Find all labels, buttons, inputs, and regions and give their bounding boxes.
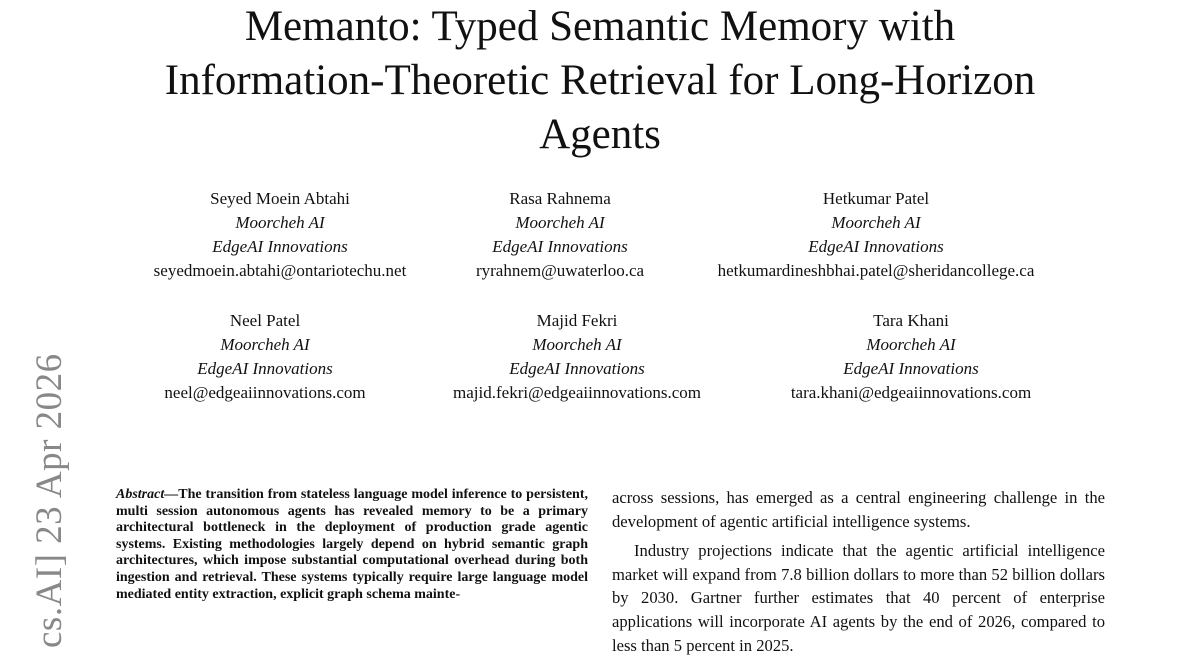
author-email: hetkumardineshbhai.patel@sheridancollege.ca [717,261,1035,280]
arxiv-stamp: cs.AI] 23 Apr 2026 [29,353,70,648]
author-affiliation: EdgeAI Innovations [212,237,348,256]
author-email: tara.khani@edgeaiinnovations.com [790,383,1032,402]
author-affiliation: Moorcheh AI [831,213,921,232]
abstract [116,487,588,603]
author-block-neel-patel [164,309,365,405]
author-affiliation: Moorcheh AI [235,213,325,232]
author-affiliation: EdgeAI Innovations [843,359,979,378]
author-affiliation: Moorcheh AI [866,335,956,354]
author-block-khani [791,309,1031,405]
author-block-abtahi [154,187,407,283]
body-column-right [612,486,1105,657]
author-affiliation: EdgeAI Innovations [509,359,645,378]
abstract-label: Abstract— [116,487,179,502]
author-email: seyedmoein.abtahi@ontariotechu.net [153,261,407,280]
author-affiliation: EdgeAI Innovations [808,237,944,256]
author-block-fekri [453,309,701,405]
author-name: Rasa Rahnema [509,189,611,208]
body-paragraph: Industry projections indicate that the agentic artificial intelligence market will expand from 7.8 billion dollars to more than 52 billion dollars by 2030. Gartner further estimates that 40 percent of enterprise applications will incorporate AI agents by the end of 2026, compared to less than 5 percent in 2025. [612,541,1105,655]
author-block-rahnema [476,187,644,283]
author-affiliation: Moorcheh AI [220,335,310,354]
author-email: neel@edgeaiinnovations.com [164,383,366,402]
author-affiliation: Moorcheh AI [515,213,605,232]
paper-title [0,0,1200,162]
body-paragraph: across sessions, has emerged as a central engineering challenge in the development of agentic artificial intelligence systems. [612,488,1105,531]
author-affiliation: EdgeAI Innovations [197,359,333,378]
author-name: Seyed Moein Abtahi [210,189,350,208]
author-affiliation: EdgeAI Innovations [492,237,628,256]
author-email: ryrahnem@uwaterloo.ca [475,261,645,280]
paper-title-line-2: Information-Theoretic Retrieval for Long-Horizon [164,57,1036,104]
author-name: Tara Khani [873,311,949,330]
paper-title-line-3: Agents [539,111,661,158]
paper-title-line-1: Memanto: Typed Semantic Memory with [244,3,956,50]
author-affiliation: Moorcheh AI [532,335,622,354]
author-name: Neel Patel [229,311,301,330]
author-name: Hetkumar Patel [822,189,930,208]
abstract-text: The transition from stateless language model inference to persistent, multi session autonomous agents has revealed memory to be a primary architectural bottleneck in the deployment of production grade agentic systems. Existing methodologies largely depend on hybrid semantic graph architectures, which impose substantial computational overhead during both ingestion and retrieval. These systems typically require large language model mediated entity extraction, explicit graph schema mainte- [116,487,588,602]
author-name: Majid Fekri [536,311,618,330]
author-email: majid.fekri@edgeaiinnovations.com [453,383,701,402]
author-block-hetkumar-patel [718,187,1035,283]
